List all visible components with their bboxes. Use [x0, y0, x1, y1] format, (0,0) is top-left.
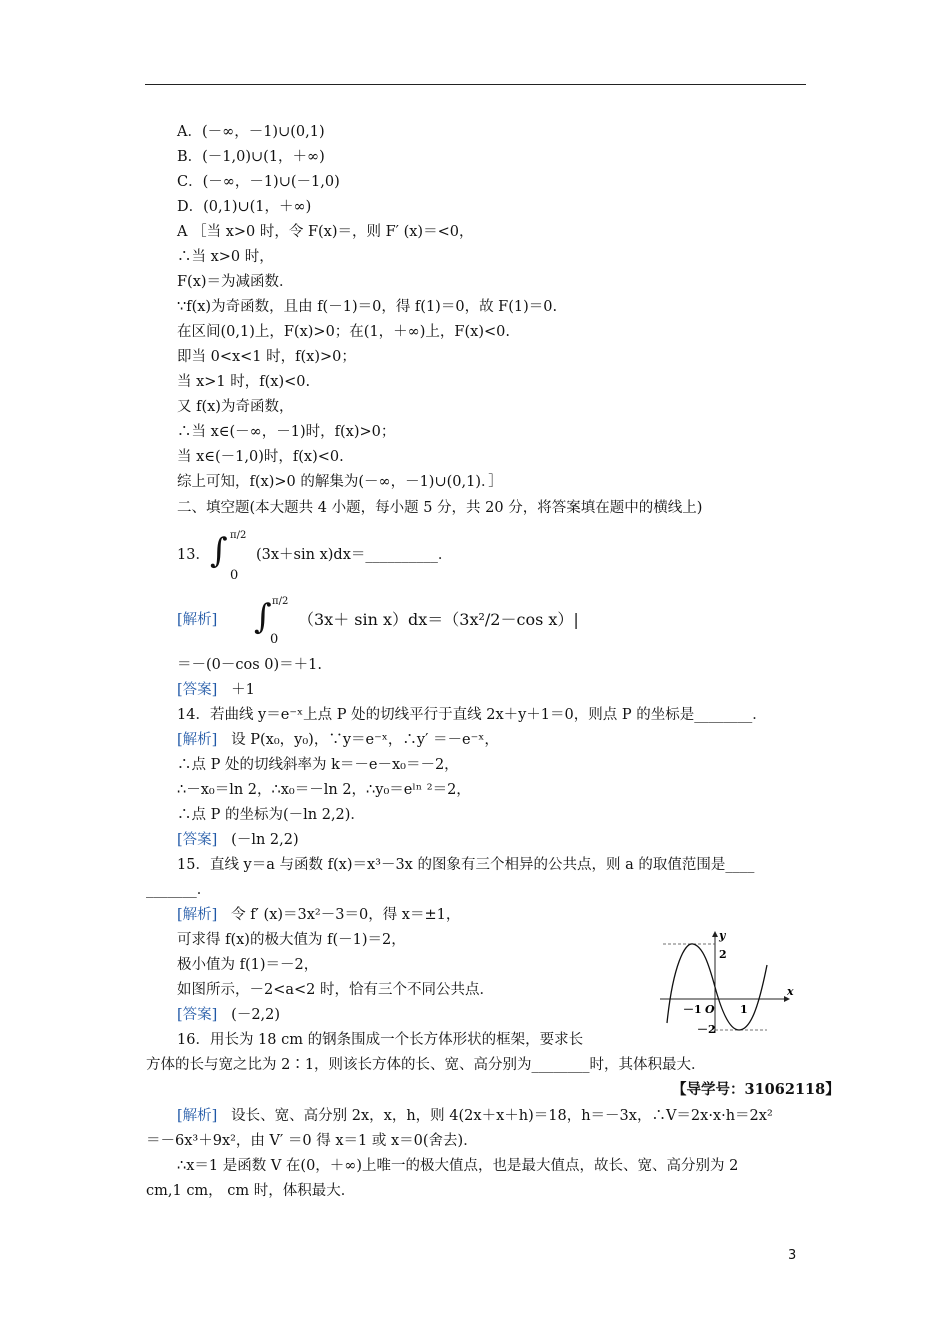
- integral-upper: π/2: [230, 530, 247, 541]
- analysis-line: 可求得 f(x)的极大值为 f(－1)＝2，: [177, 932, 406, 948]
- answer-tag: [答案]: [177, 1007, 218, 1023]
- curve: [667, 944, 767, 1030]
- solution-line: 当 x∈(－1,0)时，f(x)<0.: [177, 449, 344, 465]
- answer-tag: [答案]: [177, 682, 218, 698]
- question-text: 14．若曲线 y＝e⁻ˣ上点 P 处的切线平行于直线 2x＋y＋1＝0，则点 P 的坐标是________．: [177, 707, 767, 723]
- graph-label-one: 1: [740, 1003, 748, 1016]
- question-text: 方体的长与宽之比为 2∶1，则该长方体的长、宽、高分别为________时，其体积最大．: [146, 1057, 706, 1073]
- analysis-tag: [解析]: [177, 907, 218, 923]
- answer-value: (－2,2): [231, 1007, 281, 1023]
- solution-line: ∴当 x>0 时，: [177, 249, 274, 265]
- analysis-line: ＝－6x³＋9x²，由 V′ ＝0 得 x＝1 或 x＝0(舍去)．: [146, 1133, 478, 1149]
- option-a: A．(－∞，－1)∪(0,1): [177, 124, 325, 140]
- solution-line: 又 f(x)为奇函数，: [177, 399, 294, 415]
- integral-sign: ∫: [254, 597, 272, 637]
- solution-line: 即当 0<x<1 时，f(x)>0；: [177, 349, 356, 365]
- analysis-expression: （3x＋ sin x）dx＝（3x²/2－cos x）|: [298, 610, 579, 629]
- answer-value: ＋1: [231, 682, 255, 698]
- integral-upper: π/2: [272, 596, 289, 607]
- question-text: (3x＋sin x)dx＝__________．: [256, 547, 453, 563]
- analysis-line: 设长、宽、高分别 2x，x，h，则 4(2x＋x＋h)＝18，h＝－3x，∴V＝2x·x·h＝2x²: [231, 1108, 773, 1124]
- section-title: 二、填空题(本大题共 4 小题，每小题 5 分，共 20 分，将答案填在题中的横线上): [177, 500, 703, 516]
- solution-line: A ［当 x>0 时，令 F(x)＝，则 F′ (x)＝<0，: [177, 224, 474, 240]
- integral-sign: ∫: [210, 531, 228, 571]
- header-rule: [145, 84, 806, 85]
- analysis-tag: [解析]: [177, 732, 218, 748]
- graph-label-neg-one: －1: [683, 1003, 702, 1016]
- analysis-line: 极小值为 f(1)＝－2，: [177, 957, 319, 973]
- solution-line: 综上可知，f(x)>0 的解集为(－∞，－1)∪(0,1)．］: [177, 474, 503, 490]
- solution-line: ∵f(x)为奇函数，且由 f(－1)＝0，得 f(1)＝0，故 F(1)＝0.: [177, 299, 558, 315]
- integral-lower: 0: [230, 568, 239, 583]
- option-d: D．(0,1)∪(1，＋∞): [177, 199, 312, 215]
- analysis-line: ∴x＝1 是函数 V 在(0，＋∞)上唯一的极大值点，也是最大值点，故长、宽、高分别为 2: [177, 1158, 739, 1174]
- cubic-function-graph: [655, 925, 800, 1035]
- analysis-tag: [解析]: [177, 612, 218, 628]
- graph-label-origin: O: [705, 1003, 715, 1016]
- solution-line: 当 x>1 时，f(x)<0.: [177, 374, 311, 390]
- answer-tag: [答案]: [177, 832, 218, 848]
- y-axis-arrow: [712, 931, 718, 937]
- question-text: 15．直线 y＝a 与函数 f(x)＝x³－3x 的图象有三个相异的公共点，则 a 的取值范围是____: [177, 857, 755, 873]
- analysis-line: cm,1 cm， cm 时，体积最大．: [146, 1183, 356, 1199]
- analysis-line: ∴－x₀＝ln 2，∴x₀＝－ln 2，∴y₀＝eˡⁿ ²＝2，: [177, 782, 471, 798]
- analysis-line: 如图所示，－2<a<2 时，恰有三个不同公共点．: [177, 982, 495, 998]
- analysis-line: ∴点 P 的坐标为(－ln 2,2)．: [177, 807, 365, 823]
- graph-label-two: 2: [719, 948, 727, 961]
- analysis-tag: [解析]: [177, 1108, 218, 1124]
- option-c: C．(－∞，－1)∪(－1,0): [177, 174, 340, 190]
- option-b: B．(－1,0)∪(1，＋∞): [177, 149, 325, 165]
- integral-lower: 0: [270, 632, 279, 647]
- graph-label-x: x: [787, 985, 794, 998]
- solution-line: 在区间(0,1)上，F(x)>0；在(1，＋∞)上，F(x)<0.: [177, 324, 510, 340]
- analysis-line: 令 f′ (x)＝3x²－3＝0，得 x＝±1，: [231, 907, 461, 923]
- graph-label-y: y: [719, 929, 726, 942]
- reference-number: 【导学号：31062118】: [672, 1081, 840, 1098]
- page-number: 3: [788, 1248, 797, 1263]
- analysis-line: ＝－(0－cos 0)＝＋1.: [177, 657, 322, 673]
- graph-label-neg-two: －2: [697, 1023, 716, 1035]
- question-text: _______．: [146, 882, 212, 898]
- answer-value: (－ln 2,2): [231, 832, 299, 848]
- solution-line: ∴当 x∈(－∞，－1)时，f(x)>0；: [177, 424, 396, 440]
- analysis-line: ∴点 P 处的切线斜率为 k＝－e－x₀＝－2，: [177, 757, 459, 773]
- question-number: 13．: [177, 547, 210, 563]
- solution-line: F(x)＝为减函数．: [177, 274, 294, 290]
- question-text: 16．用长为 18 cm 的钢条围成一个长方体形状的框架，要求长: [177, 1032, 584, 1048]
- analysis-line: 设 P(x₀，y₀)，∵y＝e⁻ˣ，∴y′ ＝－e⁻ˣ，: [231, 732, 499, 748]
